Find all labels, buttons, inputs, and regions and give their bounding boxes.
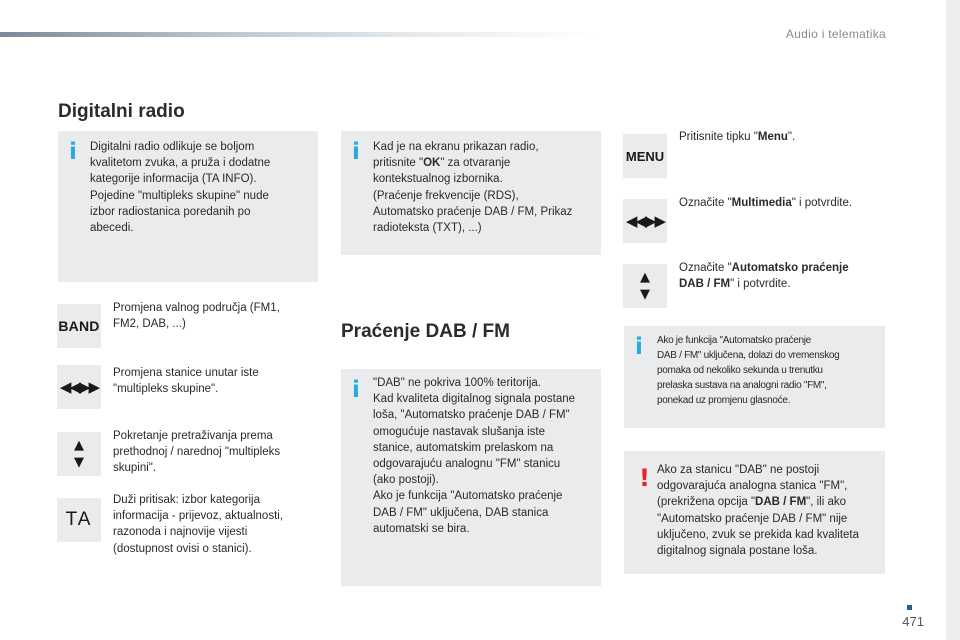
page-edge <box>946 0 960 640</box>
title-digital-radio: Digitalni radio <box>58 101 185 122</box>
seek-arrows-icon: ◀◀▶▶ <box>57 365 101 409</box>
info-text-dab-coverage: "DAB" ne pokriva 100% teritorija. Kad kvaliteta digitalnog signala postane loša, "Automatsko praćenje DAB / FM" omogućuje nastavak slušanja iste stanice, automatskim prelaskom na odgovarajuću analognu "FM" stanicu (ako postoji). Ako je funkcija "Automatsko praćenje DAB / FM" uključena, DAB stanica automatski se bira. <box>373 377 576 535</box>
multimedia-instruction: Označite "Multimedia" i potvrdite. <box>679 197 853 209</box>
info-text-time-shift: Ako je funkcija "Automatsko praćenje DAB / FM" uključena, dolazi do vremenskog pomaka od nekoliko sekunda u trenutku prelaska sustava na analogni radio "FM", ponekad uz promjenu glasnoće. <box>657 335 840 406</box>
warning-icon: ! <box>639 464 650 492</box>
page-marker <box>907 605 912 610</box>
search-description: Pokretanje pretraživanja prema prethodnoj / narednoj "multipleks skupini". <box>113 430 281 475</box>
info-box-ok-menu <box>341 131 601 255</box>
info-icon: i <box>352 377 360 403</box>
menu-instruction: Pritisnite tipku "Menu". <box>679 131 796 143</box>
info-box-time-shift <box>624 326 885 428</box>
info-box-digital-radio <box>58 131 318 282</box>
band-description: Promjena valnog područja (FM1, FM2, DAB, ...) <box>113 302 280 331</box>
info-box-dab-coverage <box>341 369 601 586</box>
page-number: 471 <box>902 614 924 629</box>
section-title: Audio i telematika <box>785 27 886 41</box>
warning-text-no-fm: Ako za stanicu "DAB" ne postoji odgovarajuća analogna stanica "FM", (prekrižena opcija "DAB / FM", ili ako "Automatsko praćenje DAB / FM" nije uključeno, zvuk se prekida kad kvaliteta digitalnog signala postane loša. <box>657 464 859 558</box>
header-bar <box>0 32 600 37</box>
ta-description: Duži pritisak: izbor kategorija informacija - prijevoz, aktualnosti, razonoda i najnovije vijesti (dostupnost ovisi o stanici). <box>113 494 284 555</box>
title-dab-fm-tracking: Praćenje DAB / FM <box>341 321 510 342</box>
info-text-ok-menu: Kad je na ekranu prikazan radio, pritisnite "OK" za otvaranje kontekstualnog izbornika. (Praćenje frekvencije (RDS), Automatsko praćenje DAB / FM, Prikaz radioteksta (TXT), ...) <box>373 141 573 235</box>
info-icon: i <box>69 139 77 165</box>
band-button-icon: BAND <box>57 304 101 348</box>
warning-box-no-fm <box>624 451 885 574</box>
up-down-arrows-icon: ▲ ▼ <box>623 264 667 308</box>
auto-tracking-instruction: Označite "Automatsko praćenje DAB / FM" i potvrdite. <box>679 262 849 291</box>
up-down-arrows-icon: ▲ ▼ <box>57 432 101 476</box>
info-text-digital-radio: Digitalni radio odlikuje se boljom kvalitetom zvuka, a pruža i dodatne kategorije informacija (TA INFO). Pojedine "multipleks skupine" nude izbor radiostanica poredanih po abecedi. <box>90 141 271 235</box>
info-icon: i <box>635 334 643 360</box>
ta-button-icon: TA <box>57 498 101 542</box>
seek-arrows-icon: ◀◀▶▶ <box>623 199 667 243</box>
info-icon: i <box>352 139 360 165</box>
station-description: Promjena stanice unutar iste "multipleks skupine". <box>113 367 259 396</box>
menu-button-icon: MENU <box>623 134 667 178</box>
